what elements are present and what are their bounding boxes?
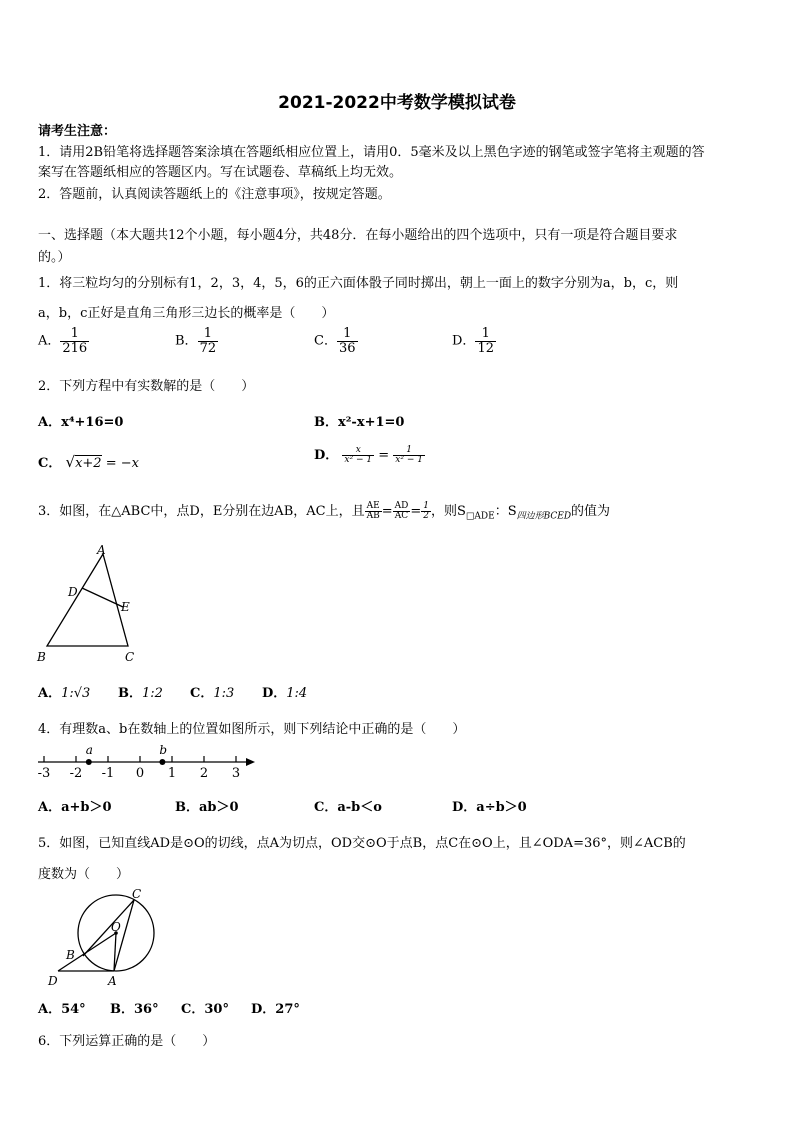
label-a: a [85, 743, 93, 757]
q5-option-c: C．30° [181, 1002, 229, 1017]
q3-option-a: A．1:√3 [38, 686, 91, 701]
q3-stem: 3．如图，在△ABC中，点D，E分别在边AB，AC上，且 $\frac{AE}{AB}$ = $\frac{AD}{AC}$ = $\frac{1}{2}$ ，则$S_{□ADE}$：$S_{四边形BCED}$的值为 [38, 500, 611, 522]
section-heading-line-2: 的。） [38, 250, 71, 265]
q2-stem: 2．下列方程中有实数解的是（ ） [38, 379, 255, 394]
notice-item-1-line-2: 案写在答题纸相应的答题区内。写在试题卷、草稿纸上均无效。 [38, 165, 403, 180]
tick-label: 0 [135, 766, 145, 781]
q5-option-a: A．54° [38, 1002, 86, 1017]
q4-stem: 4．有理数a、b在数轴上的位置如图所示，则下列结论中正确的是（ ） [38, 722, 466, 737]
point-a [86, 759, 92, 765]
q4-option-b: B．ab＞0 [175, 800, 239, 815]
notice-item-2: 2．答题前，认真阅读答题纸上的《注意事项》，按规定答题。 [38, 187, 391, 202]
q4-option-c: C．a-b＜o [314, 800, 382, 815]
label-b: B [37, 650, 46, 664]
q3-option-d: D．1:4 [262, 686, 308, 701]
q3-option-b: B．1:2 [118, 686, 163, 701]
notice-item-1-line-1: 1．请用2B铅笔将选择题答案涂填在答题纸相应位置上，请用0．5毫米及以上黑色字迹的钢笔或签字笔将主观题的答 [38, 145, 705, 160]
q1-option-b: B． $\frac{1}{72}$ [175, 326, 217, 356]
tick-label: 2 [199, 766, 209, 781]
q5-option-b: B．36° [110, 1002, 159, 1017]
q5-stem-line-2: 度数为（ ） [38, 867, 130, 882]
q5-circle-figure [40, 884, 165, 990]
label-d: D [68, 585, 78, 599]
q5-stem-line-1: 5．如图，已知直线AD是⊙O的切线，点A为切点，OD交⊙O于点B，点C在⊙O上，且∠ODA=36°，则∠ACB的 [38, 836, 686, 851]
label-a: A [108, 974, 117, 988]
label-b: B [66, 948, 75, 962]
q3-triangle-figure [30, 540, 150, 668]
label-a: A [97, 543, 106, 557]
q4-option-a: A．a+b＞0 [38, 800, 112, 815]
label-e: E [121, 600, 130, 614]
q5-option-d: D．27° [251, 1002, 300, 1017]
q4-number-line [34, 740, 259, 782]
q2-option-d: D． $\frac{x}{\text{x² − 1}}$ = $\frac{1}{\text{x² − 1}}$ [314, 444, 423, 465]
notice-heading: 请考生注意： [38, 124, 117, 139]
q4-option-d: D．a÷b＞0 [452, 800, 527, 815]
q6-stem: 6．下列运算正确的是（ ） [38, 1034, 216, 1049]
label-c: C [132, 887, 142, 901]
point-b [159, 759, 165, 765]
label-o: O [111, 920, 121, 934]
label-b: b [159, 743, 168, 757]
q2-option-b: B．x²-x+1=0 [314, 415, 405, 430]
tick-marks [38, 756, 240, 781]
tick-label: -1 [101, 766, 115, 781]
q1-stem-line-2: a，b，c正好是直角三角形三边长的概率是（ ） [38, 306, 335, 321]
section-heading-line-1: 一、选择题（本大题共12个小题，每小题4分，共48分．在每小题给出的四个选项中，只有一项是符合题目要求 [38, 228, 678, 243]
q2-option-c: C． √x+2 = −x [38, 453, 139, 471]
tick-label: -2 [69, 766, 83, 781]
label-d: D [48, 974, 58, 988]
tick-label: 3 [231, 766, 241, 781]
q1-option-a: A． $\frac{1}{216}$ [38, 326, 88, 356]
page-title: 2021-2022中考数学模拟试卷 [278, 93, 516, 113]
q3-option-c: C．1:3 [190, 686, 235, 701]
label-c: C [125, 650, 135, 664]
q1-option-c: C． $\frac{1}{36}$ [314, 326, 356, 356]
tick-label: 1 [167, 766, 177, 781]
q2-option-a: A．x⁴+16=0 [38, 415, 124, 430]
q1-option-d: D． $\frac{1}{12}$ [452, 326, 494, 356]
tick-label: -3 [37, 766, 51, 781]
q1-stem-line-1: 1．将三粒均匀的分别标有1，2，3，4，5，6的正六面体骰子同时掷出，朝上一面上的数字分别为a，b，c，则 [38, 276, 679, 291]
